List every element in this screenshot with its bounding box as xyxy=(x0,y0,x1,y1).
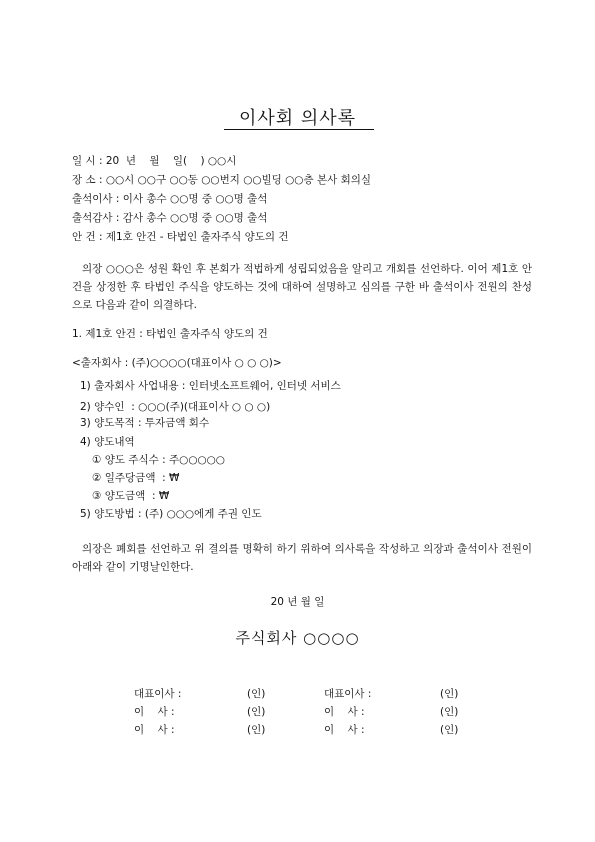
attending-auditors-line: 출석감사 : 감사 총수 ○○명 중 ○○명 출석 xyxy=(72,212,268,224)
seal-mark: (인) xyxy=(440,706,459,718)
meeting-place-line: 장 소 : ○○시 ○○구 ○○동 ○○번지 ○○빌딩 ○○층 본사 회의실 xyxy=(72,174,372,186)
seal-mark: (인) xyxy=(247,724,266,736)
meeting-date-line: 일 시 : 20 년 월 일( ) ○○시 xyxy=(72,155,237,167)
attending-directors-line: 출석이사 : 이사 총수 ○○명 중 ○○명 출석 xyxy=(72,193,268,205)
signature-title: 이 사 : xyxy=(134,706,175,718)
signature-title: 이 사 : xyxy=(134,724,175,736)
signature-date: 20 년 월 일 xyxy=(270,596,325,608)
company-name: 주식회사 ○○○○ xyxy=(235,629,360,647)
detail-sub-item: ② 일주당금액 : ₩ xyxy=(92,472,180,484)
title-underline xyxy=(224,129,374,130)
opening-paragraph-text: 의장 ○○○은 성원 확인 후 본회가 적법하게 성립되었음을 알리고 개회를 선언하다. 이어 제1호 안건을 상정한 후 타법인 주식을 양도하는 것에 대하여 설명하고 심의를 구한 바 출석이사 전원의 찬성으로 다음과 같이 의결하다. xyxy=(72,263,532,311)
seal-mark: (인) xyxy=(247,706,266,718)
detail-item: 5) 양도방법 : (주) ○○○에게 주권 인도 xyxy=(80,508,262,520)
detail-sub-item: ① 양도 주식수 : 주○○○○○ xyxy=(92,454,225,466)
seal-mark: (인) xyxy=(247,688,266,700)
seal-mark: (인) xyxy=(440,688,459,700)
detail-item: 4) 양도내역 xyxy=(80,436,135,448)
closing-paragraph xyxy=(72,540,532,576)
agenda-item-heading: 1. 제1호 안건 : 타법인 출자주식 양도의 건 xyxy=(72,328,268,340)
detail-item: 2) 양수인 : ○○○(주)(대표이사 ○ ○ ○) xyxy=(80,401,271,413)
opening-paragraph xyxy=(72,260,532,314)
detail-sub-item: ③ 양도금액 : ₩ xyxy=(92,490,170,502)
document-title: 이사회 의사록 xyxy=(238,108,357,129)
investee-company-line: <출자회사 : (주)○○○○(대표이사 ○ ○ ○)> xyxy=(72,357,282,369)
signature-title: 이 사 : xyxy=(324,724,365,736)
detail-item: 3) 양도목적 : 투자금액 회수 xyxy=(80,417,210,429)
closing-paragraph-text: 의장은 폐회를 선언하고 위 결의를 명확히 하기 위하여 의사록을 작성하고 의장과 출석이사 전원이 아래와 같이 기명날인한다. xyxy=(72,543,532,573)
signature-title: 대표이사 : xyxy=(324,688,372,700)
agenda-line: 안 건 : 제1호 안건 - 타법인 출자주식 양도의 건 xyxy=(72,231,289,243)
detail-item: 1) 출자회사 사업내용 : 인터넷소프트웨어, 인터넷 서비스 xyxy=(80,380,341,392)
signature-title: 이 사 : xyxy=(324,706,365,718)
seal-mark: (인) xyxy=(440,724,459,736)
signature-title: 대표이사 : xyxy=(134,688,182,700)
